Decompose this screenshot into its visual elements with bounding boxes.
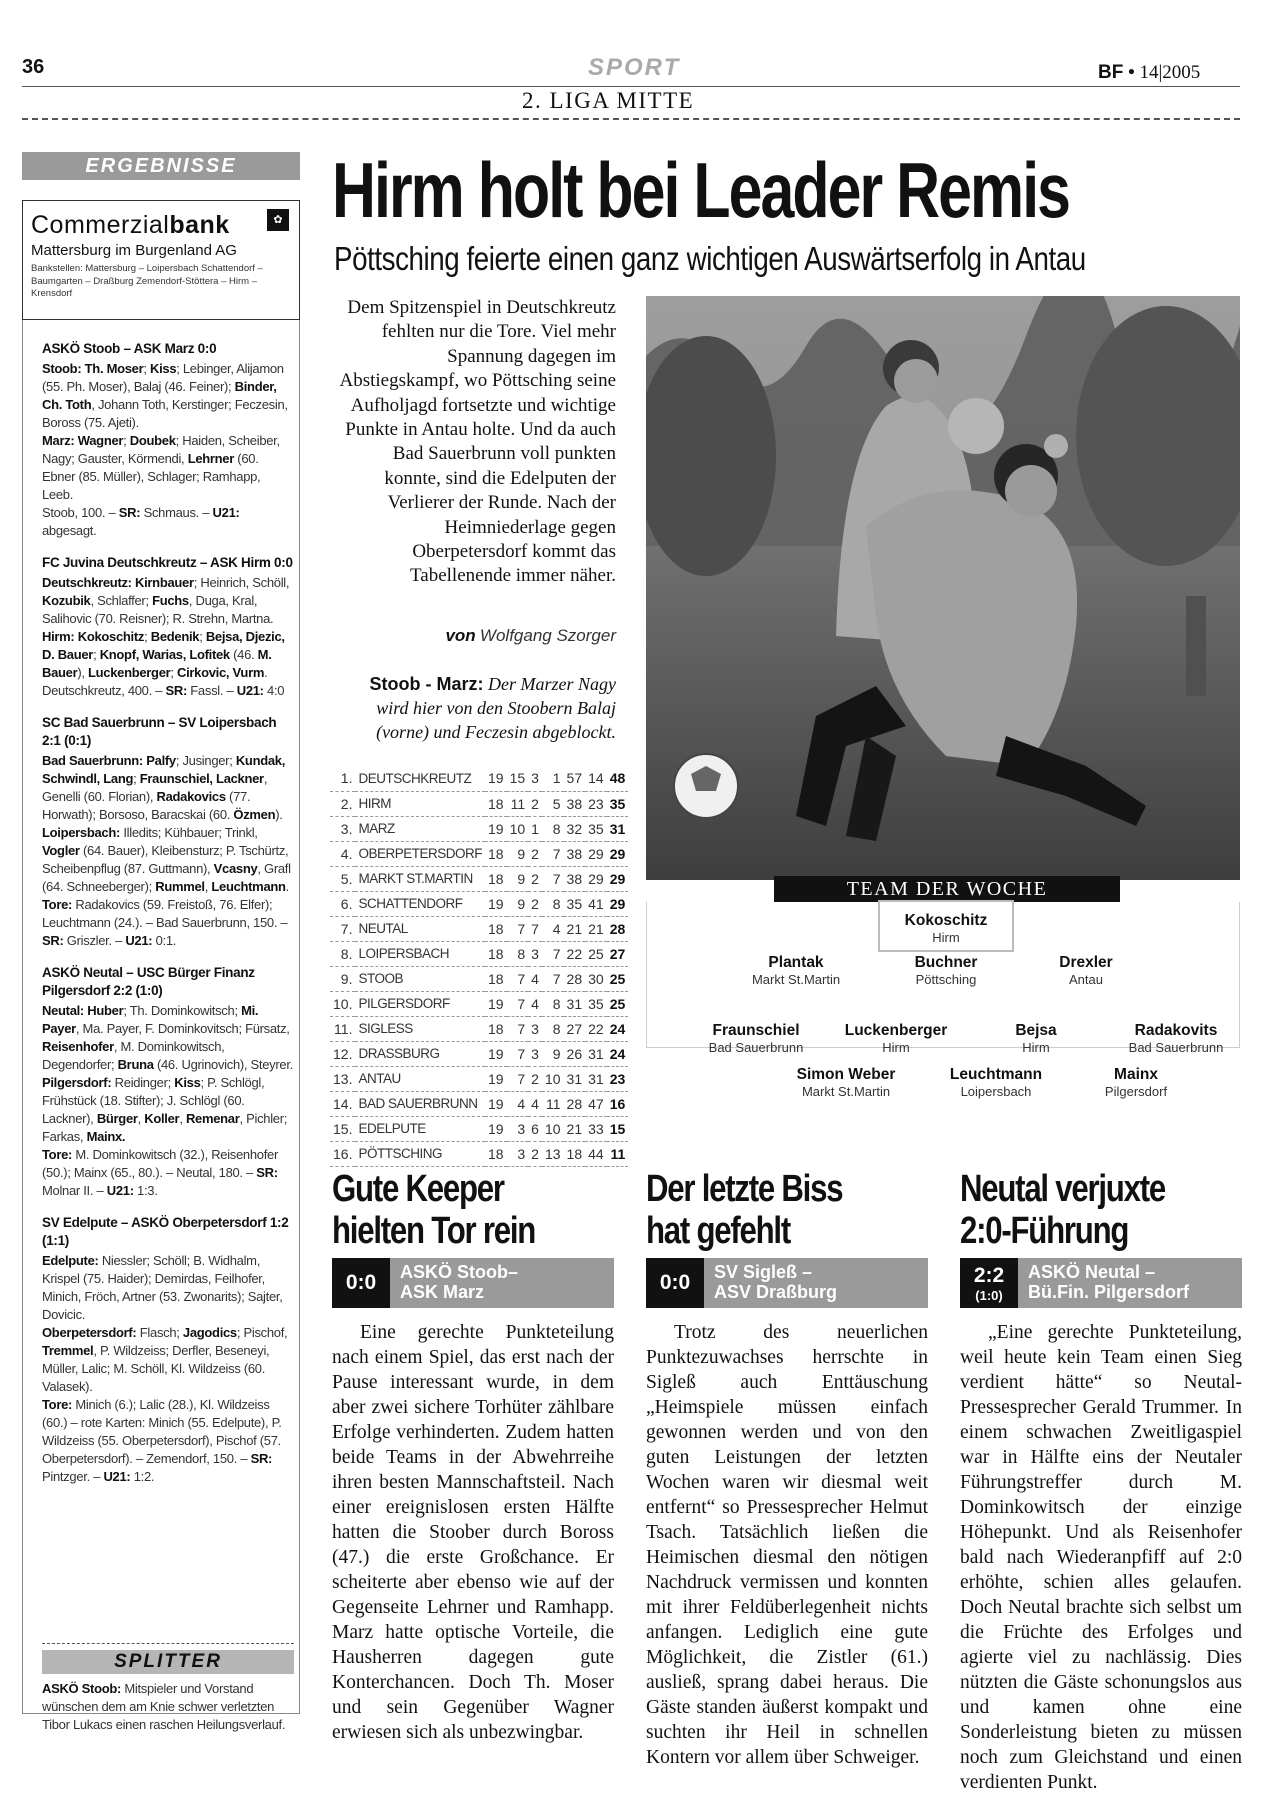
article-body: „Eine gerechte Punkteteilung, weil heute kein Team einen Sieg verdient hätte“ so Neutal-Pressesprecher Gerald Trummer. In einem schwachen Zweitligaspiel war in Hälfte eins der Neutaler Führungstreffer durch M. Dominkowitsch der einzige Höhepunkt. Und als Reisenhofer bald nach Wiederanpfiff auf 2:0 erhöhte, schien alles gelaufen. Doch Neutal brachte sich selbst um die Früchte des Erfolges und agierte viel zu nachlässig. Dies nützten die Gäste schonungslos aus und kamen ohne eine Sonderleistung bieten zu müssen noch zum Gleichstand und einen verdienten Punkt. [960, 1322, 1242, 1793]
table-cell: 7 [507, 991, 529, 1016]
team-name: BAD SAUERBRUNN [355, 1091, 485, 1116]
team-name: PILGERSDORF [355, 991, 485, 1016]
table-cell: 7. [330, 916, 355, 941]
table-cell: 35 [585, 991, 607, 1016]
player-club: Markt St.Martin [801, 1084, 891, 1099]
table-cell: 2 [528, 1066, 542, 1091]
team-points: 11 [607, 1141, 629, 1166]
table-cell: 7 [507, 966, 529, 991]
home-team: SV Sigleß – [714, 1262, 813, 1282]
table-cell: 35 [585, 816, 607, 841]
table-cell: 9 [507, 891, 529, 916]
article-headline-line: hat gefehlt [646, 1210, 791, 1252]
match-teams [390, 1258, 614, 1308]
table-cell: 7 [507, 1016, 529, 1041]
team-name: LOIPERSBACH [355, 941, 485, 966]
team-points: 48 [607, 766, 629, 791]
player-club: Antau [1069, 972, 1103, 987]
article-headline [960, 1168, 1191, 1252]
issue-number: 14|2005 [1139, 62, 1201, 83]
subheadline: Pöttsching feierte einen ganz wichtigen Auswärtserfolg in Antau [334, 240, 1086, 277]
away-team: ASK Marz [400, 1282, 485, 1302]
table-cell: 9. [330, 966, 355, 991]
table-cell: 7 [507, 1066, 529, 1091]
result-title: ASKÖ Neutal – USC Bürger Finanz Pilgersdorf 2:2 (1:0) [42, 965, 255, 998]
table-cell: 11 [507, 791, 529, 816]
final-score: 2:2 [973, 1263, 1005, 1287]
section-label: SPORT [588, 54, 681, 81]
table-cell: 4. [330, 841, 355, 866]
lead-text: Dem Spitzenspiel in Deutschkreutz fehlten nur die Tore. Viel mehr Spannung dagegen im Abstiegskampf, wo Pöttsching seine Aufholjagd fortsetzte und wichtige Punkte in Antau holte. Und da auch Bad Sauerbrunn voll punkten konnte, sind die Edelputen der Verlierer der Runde. Nach der Heimniederlage gegen Oberpetersdorf kommt das Tabellenende immer näher. [339, 297, 616, 587]
team-name: ANTAU [355, 1066, 485, 1091]
team-name: SIGLESS [355, 1016, 485, 1041]
table-cell: 7 [542, 866, 564, 891]
table-cell: 18 [564, 1141, 586, 1166]
player-name: Buchner [914, 954, 978, 971]
table-cell: 19 [485, 1116, 507, 1141]
player-name: Leuchtmann [949, 1066, 1043, 1083]
table-cell: 19 [485, 1041, 507, 1066]
score-box [646, 1258, 928, 1308]
table-cell: 57 [564, 766, 586, 791]
article-headline [332, 1168, 563, 1252]
result-lineup: Neutal: Huber; Th. Dominkowitsch; Mi. Payer, Ma. Payer, F. Dominkovitsch; Fürsatz, Reisenhofer, M. Dominkowitsch, Degendorfer; Bruna (46. Ugrinovich), Steyrer. Pilgersdorf: Reidinger; Kiss; P. Schlögl, Frühstück (18. Stifter); J. Schlögl (60. Lackner), Bürger, Koller, Remenar, Pichler; Farkas, Mainx. Tore: M. Dominkowitsch (32.), Reisenhofer (50.); Mainx (65., 80.). – Neutal, 180. – SR: Molnar II. – U21: 1:3. [42, 1003, 293, 1198]
player-name: Simon Weber [796, 1066, 896, 1083]
table-cell: 19 [485, 1066, 507, 1091]
result-title: SV Edelpute – ASKÖ Oberpetersdorf 1:2 (1:1) [42, 1215, 289, 1248]
table-cell: 18 [485, 966, 507, 991]
table-cell: 29 [585, 841, 607, 866]
table-cell: 14 [585, 766, 607, 791]
table-cell: 9 [542, 1041, 564, 1066]
sponsor-name-light: Commerzial [31, 211, 170, 239]
team-points: 16 [607, 1091, 629, 1116]
away-team: ASV Draßburg [714, 1282, 838, 1302]
table-cell: 47 [585, 1091, 607, 1116]
team-points: 24 [607, 1041, 629, 1066]
team-name: OBERPETERSDORF [355, 841, 485, 866]
score-box [960, 1258, 1242, 1308]
table-cell: 19 [485, 891, 507, 916]
table-cell: 8 [542, 991, 564, 1016]
table-cell: 30 [585, 966, 607, 991]
table-cell: 18 [485, 1141, 507, 1166]
team-name: DRASSBURG [355, 1041, 485, 1066]
table-cell: 3 [528, 1016, 542, 1041]
table-cell: 22 [564, 941, 586, 966]
result-title: FC Juvina Deutschkreutz – ASK Hirm 0:0 [42, 555, 293, 570]
player-name: Radakovits [1134, 1022, 1218, 1039]
table-cell: 4 [542, 916, 564, 941]
team-name: EDELPUTE [355, 1116, 485, 1141]
player-name: Fraunschiel [712, 1022, 800, 1039]
article-headline-line: Gute Keeper [332, 1168, 504, 1210]
table-cell: 14. [330, 1091, 355, 1116]
table-cell: 25 [585, 941, 607, 966]
caption-lead: Stoob - Marz: [369, 674, 484, 694]
table-cell: 10 [542, 1116, 564, 1141]
away-team: Bü.Fin. Pilgersdorf [1028, 1282, 1190, 1302]
table-cell: 2 [528, 891, 542, 916]
match-score [332, 1258, 390, 1308]
table-cell: 18 [485, 916, 507, 941]
team-points: 29 [607, 841, 629, 866]
player-club: Bad Sauerbrunn [708, 1040, 804, 1055]
table-cell: 8 [542, 891, 564, 916]
final-score: 0:0 [345, 1271, 377, 1294]
table-cell: 21 [564, 916, 586, 941]
final-score: 0:0 [659, 1271, 691, 1294]
table-cell: 3 [528, 1041, 542, 1066]
player-club: Markt St.Martin [751, 972, 841, 987]
table-cell: 7 [507, 1041, 529, 1066]
result-lineup: Edelpute: Niessler; Schöll; B. Widhalm, Krispel (75. Haider); Demirdas, Feilhofer, Minich, Fröch, Artner (53. Zwonarits); Sajter, Dovicic. Oberpetersdorf: Flasch; Jagodics; Pischof, Tremmel, P. Wildzeiss; Derfler, Beseneyi, Müller, Lalic; M. Schöll, Kl. Wildzeiss (60. Valasek). Tore: Minich (6.); Lalic (28.), Kl. Wildzeiss (60.) – rote Karten: Minich (55. Edelpute), P. Wildzeiss (55. Oberpetersdorf), Pischof (57. Oberpetersdorf). – Zemendorf, 150. – SR: Pintzger. – U21: 1:2. [42, 1253, 288, 1484]
splitter-text: ASKÖ Stoob: Mitspieler und Vorstand wünschen dem am Knie schwer verletzten Tibor Lukacs einen raschen Heilungsverlauf. [42, 1681, 286, 1732]
table-cell: 7 [542, 841, 564, 866]
table-cell: 21 [585, 916, 607, 941]
article-headline-line: Der letzte Biss [646, 1168, 843, 1210]
sponsor-logo-icon: ✿ [267, 209, 289, 231]
player-club: Pilgersdorf [1104, 1084, 1168, 1099]
player-name: Luckenberger [844, 1022, 948, 1039]
table-cell: 11 [542, 1091, 564, 1116]
team-name: MARZ [355, 816, 485, 841]
team-name: HIRM [355, 791, 485, 816]
table-cell: 2. [330, 791, 355, 816]
table-cell: 3 [507, 1116, 529, 1141]
team-points: 27 [607, 941, 629, 966]
publication-name: BF [1098, 62, 1124, 83]
table-cell: 18 [485, 866, 507, 891]
table-cell: 31 [564, 991, 586, 1016]
table-cell: 9 [507, 841, 529, 866]
table-cell: 2 [528, 791, 542, 816]
team-name: DEUTSCHKREUTZ [355, 766, 485, 791]
issue-info: BF • 14|2005 [1098, 62, 1201, 83]
table-cell: 16. [330, 1141, 355, 1166]
page-number: 36 [22, 56, 45, 78]
table-cell: 22 [585, 1016, 607, 1041]
team-points: 25 [607, 966, 629, 991]
article-body: Trotz des neuerlichen Punktezuwachses herrschte in Sigleß auch Enttäuschung „Heimspiele müssen einfach gewonnen werden und von den guten Leistungen der letzten Wochen waren wir diesmal weit entfernt“ so Pressesprecher Helmut Tsach. Tatsächlich ließen die Heimischen diesmal den nötigen Nachdruck vermissen und konnten mit ihrer Feldüberlegenheit nichts anfangen. Lediglich eine gute Möglichkeit, die Zistler (61.) ausließ, sprang dabei heraus. Die Gäste standen äußerst kompakt und suchten ihr Heil in schnellen Kontern vor allem über Schweiger. [646, 1322, 928, 1768]
team-points: 35 [607, 791, 629, 816]
result-lineup: Stoob: Th. Moser; Kiss; Lebinger, Alijamon (55. Ph. Moser), Balaj (46. Feiner); Binder, Ch. Toth, Johann Toth, Kerstinger; Feczesin, Boross (75. Ajeti). Marz: Wagner; Doubek; Haiden, Scheiber, Nagy; Gauster, Körmendi, Lehrner (60. Ebner (85. Müller), Schlager; Ramhapp, Leeb. Stoob, 100. – SR: Schmaus. – U21: abgesagt. [42, 361, 288, 538]
table-cell: 7 [542, 941, 564, 966]
match-teams [1018, 1258, 1242, 1308]
table-cell: 7 [528, 916, 542, 941]
headline: Hirm holt bei Leader Remis [332, 146, 1070, 234]
table-cell: 41 [585, 891, 607, 916]
player-club: Bad Sauerbrunn [1128, 1040, 1224, 1055]
table-cell: 2 [528, 841, 542, 866]
team-name: NEUTAL [355, 916, 485, 941]
table-cell: 18 [485, 941, 507, 966]
splitter-title: SPLITTER [42, 1650, 294, 1674]
match-score [646, 1258, 704, 1308]
player-name: Bejsa [1015, 1022, 1057, 1039]
table-cell: 10 [542, 1066, 564, 1091]
team-points: 24 [607, 1016, 629, 1041]
table-cell: 13. [330, 1066, 355, 1091]
table-cell: 2 [528, 866, 542, 891]
sponsor-name-bold: bank [169, 211, 230, 239]
table-cell: 3 [528, 941, 542, 966]
home-team: ASKÖ Neutal – [1028, 1262, 1156, 1282]
table-cell: 1 [528, 816, 542, 841]
table-cell: 11. [330, 1016, 355, 1041]
article-headline [646, 1168, 877, 1252]
table-cell: 2 [528, 1141, 542, 1166]
player-name: Drexler [1059, 954, 1113, 971]
team-name: SCHATTENDORF [355, 891, 485, 916]
table-cell: 3. [330, 816, 355, 841]
player-club: Hirm [882, 1040, 910, 1055]
table-cell: 19 [485, 766, 507, 791]
table-cell: 6 [528, 1116, 542, 1141]
table-cell: 31 [564, 1066, 586, 1091]
table-cell: 35 [564, 891, 586, 916]
table-cell: 8. [330, 941, 355, 966]
table-cell: 13 [542, 1141, 564, 1166]
caption-text: Der Marzer Nagy wird hier von den Stoobern Balaj (vorne) und Feczesin abgeblockt. [376, 674, 616, 742]
player-club: Loipersbach [960, 1084, 1032, 1099]
team-name: MARKT ST.MARTIN [355, 866, 485, 891]
match-article [332, 1168, 614, 1745]
table-cell: 19 [485, 991, 507, 1016]
table-cell: 4 [528, 1091, 542, 1116]
table-cell: 15. [330, 1116, 355, 1141]
table-cell: 38 [564, 791, 586, 816]
table-cell: 19 [485, 816, 507, 841]
player-club: Hirm [1022, 1040, 1050, 1055]
table-cell: 6. [330, 891, 355, 916]
byline-prefix: von [445, 626, 476, 645]
table-cell: 26 [564, 1041, 586, 1066]
table-cell: 44 [585, 1141, 607, 1166]
table-cell: 31 [585, 1066, 607, 1091]
result-title: ASKÖ Stoob – ASK Marz 0:0 [42, 341, 217, 356]
table-cell: 8 [507, 941, 529, 966]
table-cell: 28 [564, 1091, 586, 1116]
table-cell: 7 [507, 916, 529, 941]
table-cell: 18 [485, 841, 507, 866]
result-lineup: Bad Sauerbrunn: Palfy; Jusinger; Kundak, Schwindl, Lang; Fraunschiel, Lackner, Genelli (60. Florian), Radakovics (77. Horwath); Borsoso, Baracskai (60. Özmen). Loipersbach: Illedits; Kühbauer; Trinkl, Vogler (64. Bauer), Kleibensturz; P. Tschürtz, Scheibenpflug (87. Guttmann), Vcasny, Grafl (64. Schneeberger); Rummel, Leuchtmann. Tore: Radakovics (59. Freistoß, 76. Elfer); Leuchtmann (24.). – Bad Sauerbrunn, 150. – SR: Griszler. – U21: 0:1. [42, 753, 291, 948]
team-points: 15 [607, 1116, 629, 1141]
table-cell: 7 [542, 966, 564, 991]
table-cell: 8 [542, 816, 564, 841]
table-cell: 8 [542, 1016, 564, 1041]
table-cell: 1. [330, 766, 355, 791]
table-cell: 15 [507, 766, 529, 791]
player-name: Mainx [1114, 1066, 1158, 1083]
score-box [332, 1258, 614, 1308]
table-cell: 9 [507, 866, 529, 891]
table-cell: 29 [585, 866, 607, 891]
team-points: 28 [607, 916, 629, 941]
team-points: 29 [607, 891, 629, 916]
team-points: 25 [607, 991, 629, 1016]
match-article [646, 1168, 928, 1770]
table-cell: 23 [585, 791, 607, 816]
article-body: Eine gerechte Punkteteilung nach einem Spiel, das erst nach der Pause interessant wurde, in dem aber zwei sichere Torhüter zählbare Erfolge verhinderten. Zudem hatten beide Teams in der Abwehrreihe ihren besten Mannschaftsteil. Nach einer ereignislosen ersten Hälfte hatten die Stoober durch Boross (47.) die erste Großchance. Er scheiterte aber ebenso wie auf der Gegenseite Lehrner und Ramhapp. Marz hatte optische Vorteile, die Hausherren dagegen gute Konterchancen. Doch Th. Moser und sein Gegenüber Wagner erwiesen sich als unbezwingbar. [332, 1322, 614, 1743]
subsection-title: 2. LIGA MITTE [522, 88, 695, 113]
table-cell: 5. [330, 866, 355, 891]
table-cell: 10 [507, 816, 529, 841]
article-headline-line: 2:0-Führung [960, 1210, 1129, 1252]
player-name: Plantak [768, 954, 824, 971]
byline-author: Wolfgang Szorger [479, 626, 616, 645]
article-headline-line: hielten Tor rein [332, 1210, 536, 1252]
table-cell: 4 [528, 966, 542, 991]
table-cell: 3 [528, 766, 542, 791]
sponsor-branches: Bankstellen: Mattersburg – Loipersbach Schattendorf – Baumgarten – Draßburg Zemendorf-Stöttera – Hirm – Krensdorf [31, 263, 263, 299]
table-cell: 1 [542, 766, 564, 791]
table-cell: 10. [330, 991, 355, 1016]
result-lineup: Deutschkreutz: Kirnbauer; Heinrich, Schöll, Kozubik, Schlaffer; Fuchs, Duga, Kral, Salihovic (70. Reisner); R. Strehn, Martna. Hirm: Kokoschitz; Bedenik; Bejsa, Djezic, D. Bauer; Knopf, Warias, Lofitek (46. M. Bauer), Luckenberger; Cirkovic, Vurm. Deutschkreutz, 400. – SR: Fassl. – U21: 4:0 [42, 575, 290, 698]
team-name: STOOB [355, 966, 485, 991]
team-points: 31 [607, 816, 629, 841]
result-title: SC Bad Sauerbrunn – SV Loipersbach 2:1 (0:1) [42, 715, 277, 748]
match-score [960, 1258, 1018, 1308]
table-cell: 19 [485, 1091, 507, 1116]
team-of-week-title: TEAM DER WOCHE [774, 876, 1120, 902]
table-cell: 27 [564, 1016, 586, 1041]
table-cell: 4 [528, 991, 542, 1016]
match-article [960, 1168, 1242, 1795]
table-cell: 5 [542, 791, 564, 816]
sponsor-subtitle: Mattersburg im Burgenland AG [31, 242, 237, 259]
table-cell: 3 [507, 1141, 529, 1166]
table-cell: 32 [564, 816, 586, 841]
table-cell: 12. [330, 1041, 355, 1066]
table-cell: 28 [564, 966, 586, 991]
team-points: 29 [607, 866, 629, 891]
table-cell: 38 [564, 866, 586, 891]
results-title: ERGEBNISSE [22, 152, 300, 180]
halftime-score: (1:0) [975, 1287, 1003, 1303]
player-name: Kokoschitz [904, 912, 988, 929]
table-cell: 38 [564, 841, 586, 866]
player-club: Hirm [932, 930, 960, 945]
team-points: 23 [607, 1066, 629, 1091]
table-cell: 33 [585, 1116, 607, 1141]
table-cell: 18 [485, 791, 507, 816]
article-headline-line: Neutal verjuxte [960, 1168, 1165, 1210]
table-cell: 21 [564, 1116, 586, 1141]
table-cell: 18 [485, 1016, 507, 1041]
home-team: ASKÖ Stoob– [400, 1262, 519, 1282]
match-teams [704, 1258, 928, 1308]
table-cell: 4 [507, 1091, 529, 1116]
player-club: Pöttsching [915, 972, 977, 987]
table-cell: 31 [585, 1041, 607, 1066]
team-name: PÖTTSCHING [355, 1141, 485, 1166]
